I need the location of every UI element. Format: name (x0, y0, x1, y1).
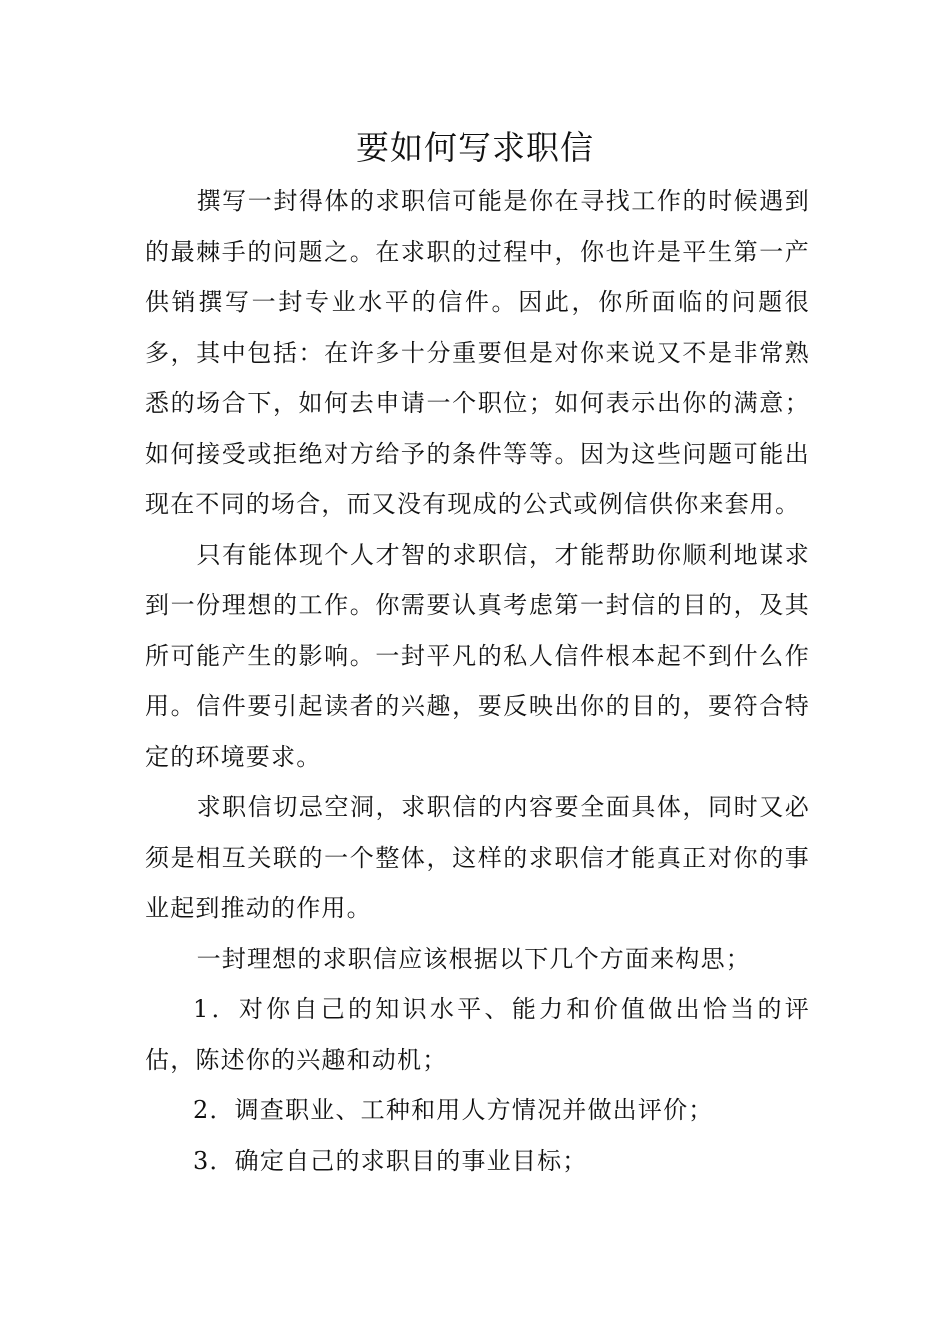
paragraph: 一封理想的求职信应该根据以下几个方面来构思； (196, 944, 751, 973)
document-title: 要如何写求职信 (356, 128, 594, 167)
list-item: 1．对你自己的知识水平、能力和价值做出恰当的评估，陈述你的兴趣和动机； (145, 995, 810, 1074)
paragraph: 求职信切忌空洞，求职信的内容要全面具体，同时又必须是相互关联的一个整体，这样的求职信才能真正对你的事业起到推动的作用。 (145, 793, 810, 922)
list-item: 2．调查职业、工种和用人方情况并做出评价； (193, 1096, 714, 1124)
document-body (145, 176, 810, 1186)
paragraph: 撰写一封得体的求职信可能是你在寻找工作的时候遇到的最棘手的问题之。在求职的过程中，你也许是平生第一产供销撰写一封专业水平的信件。因此，你所面临的问题很多，其中包括：在许多十分重要但是对你来说又不是非常熟悉的场合下，如何去申请一个职位；如何表示出你的满意；如何接受或拒绝对方给予的条件等等。因为这些问题可能出现在不同的场合，而又没有现成的公式或例信供你来套用。 (145, 187, 810, 518)
list-item: 3．确定自己的求职目的事业目标； (193, 1146, 588, 1175)
paragraph: 只有能体现个人才智的求职信，才能帮助你顺利地谋求到一份理想的工作。你需要认真考虑第一封信的目的，及其所可能产生的影响。一封平凡的私人信件根本起不到什么作用。信件要引起读者的兴趣，要反映出你的目的，要符合特定的环境要求。 (145, 540, 810, 771)
